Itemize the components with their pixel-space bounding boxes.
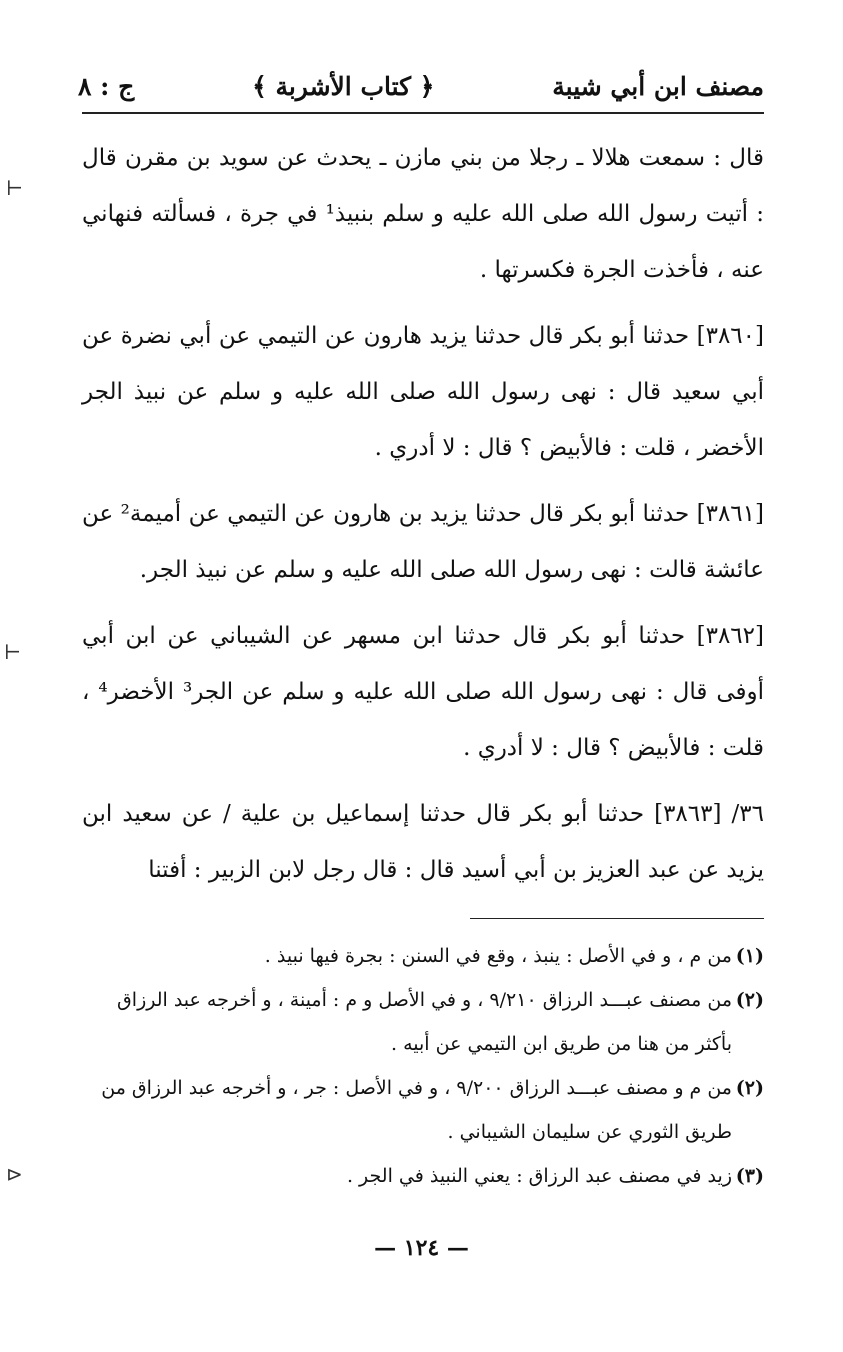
footnote-rule [470, 918, 764, 919]
paragraph: [٣٨٦٢] حدثنا أبو بكر قال حدثنا ابن مسهر عن الشيباني عن ابن أبي أوفى قال : نهى رسول الله صلى الله عليه و سلم عن الجر³ الأخضر⁴ ، قلت : فالأبيض ؟ قال : لا أدري . [82, 623, 765, 761]
page-header [78, 62, 764, 110]
book-title: مصنف ابن أبي شيبة [552, 71, 764, 101]
footnote-text: زيد في مصنف عبد الرزاق : يعني النبيذ في الجر . [346, 1165, 732, 1187]
footnote [82, 934, 764, 978]
footnote-text: من م و مصنف عبـــد الرزاق ٩/٢٠٠ ، و في الأصل : جر ، و أخرجه عبد الرزاق من طريق الثوري عن سليمان الشيباني . [101, 1077, 732, 1143]
footnote-number: (٢) [735, 989, 764, 1011]
page-number: — ١٢٤ — [374, 1235, 469, 1261]
footnote [82, 1154, 764, 1198]
paragraph: [٣٨٦٠] حدثنا أبو بكر قال حدثنا يزيد هارون عن التيمي عن أبي نضرة عن أبي سعيد قال : نهى رسول الله صلى الله عليه و سلم عن نبيذ الجر الأخضر ، قلت : فالأبيض ؟ قال : لا أدري . [82, 323, 764, 461]
paragraph: [٣٨٦١] حدثنا أبو بكر قال حدثنا يزيد بن هارون عن التيمي عن أميمة² عن عائشة قالت : نهى رسول الله صلى الله عليه و سلم عن نبيذ الجر. [82, 501, 764, 583]
footnote [82, 978, 764, 1066]
margin-mark-icon: ⊢ [4, 640, 22, 664]
footnote-number: (١) [735, 945, 764, 967]
footnote-number: (٢) [735, 1077, 764, 1099]
footnotes [82, 934, 764, 1198]
margin-mark-icon: ⊳ [6, 1162, 23, 1186]
main-text [82, 130, 764, 908]
footnote-text: من مصنف عبـــد الرزاق ٩/٢١٠ ، و في الأصل و م : أمينة ، و أخرجه عبد الرزاق بأكثر من هنا من طريق ابن التيمي عن أبيه . [117, 989, 732, 1055]
header-rule [82, 112, 764, 114]
footnote [82, 1066, 764, 1154]
volume-number: ج : ٨ [78, 71, 135, 101]
footnote-number: (٣) [735, 1165, 764, 1187]
paragraph: ٣٦/ [٣٨٦٣] حدثنا أبو بكر قال حدثنا إسماعيل بن علية / عن سعيد ابن يزيد عن عبد العزيز بن أبي أسيد قال : قال رجل لابن الزبير : أفتنا [82, 801, 764, 883]
paragraph: قال : سمعت هلالا ـ رجلا من بني مازن ـ يحدث عن سويد بن مقرن قال : أتيت رسول الله صلى الله عليه و سلم بنبيذ¹ في جرة ، فسألته فنهاني عنه ، فأخذت الجرة فكسرتها . [82, 145, 764, 283]
chapter-title: ﴿ كتاب الأشربة ﴾ [252, 71, 435, 101]
margin-mark-icon: ⊢ [6, 176, 24, 200]
footnote-text: من م ، و في الأصل : ينبذ ، وقع في السنن : بجرة فيها نبيذ . [264, 945, 732, 967]
